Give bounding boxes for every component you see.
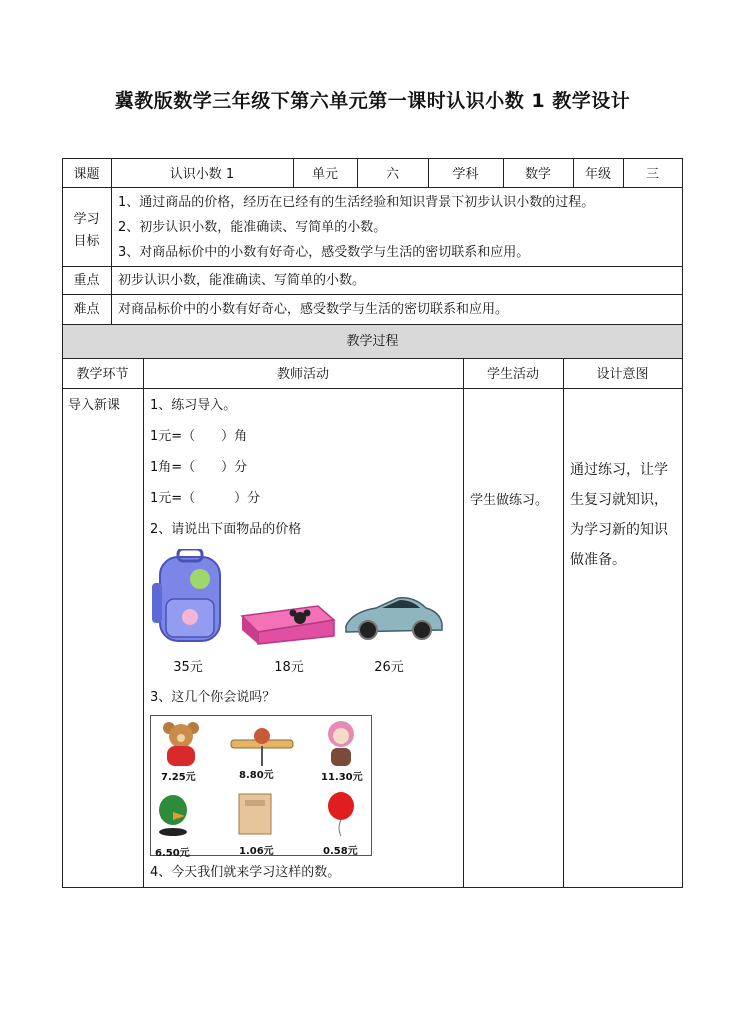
info-value-topic: 认识小数 1 <box>169 167 235 182</box>
info-label-grade: 年级 <box>584 167 611 182</box>
grid-price-bear: 7.25元 <box>161 772 196 783</box>
key-point-label: 重点 <box>73 273 100 288</box>
kite-icon <box>227 722 297 768</box>
teacher-line-4: 1元=（ ）分 <box>150 491 261 506</box>
price-backpack: 35元 <box>173 660 203 675</box>
doll-icon <box>321 718 361 768</box>
teacher-line-3: 1角=（ ）分 <box>150 460 248 475</box>
notebook-icon <box>237 792 273 836</box>
teacher-line-1: 1、练习导入。 <box>150 398 237 413</box>
info-value-unit: 六 <box>385 167 399 182</box>
student-activity: 学生做练习。 <box>470 493 549 508</box>
col-header-stage: 教学环节 <box>76 367 129 382</box>
bird-toy-icon <box>155 792 191 836</box>
goal-item-1: 1、通过商品的价格，经历在已经有的生活经验和知识背景下初步认识小数的过程。 <box>118 195 595 210</box>
goals-label-line1: 学习 <box>73 212 100 227</box>
grid-price-kite: 8.80元 <box>239 770 274 781</box>
key-point-text: 初步认识小数，能准确读、写简单的小数。 <box>118 273 366 288</box>
grid-price-doll: 11.30元 <box>321 772 363 783</box>
teacher-line-7: 4、今天我们就来学习这样的数。 <box>150 865 341 880</box>
goals-label-line2: 目标 <box>73 234 100 249</box>
teddy-bear-icon <box>159 720 205 770</box>
info-label-subject: 学科 <box>452 167 479 182</box>
pencil-box-image <box>238 602 336 646</box>
teacher-line-5: 2、请说出下面物品的价格 <box>150 522 302 537</box>
teacher-line-2: 1元=（ ）角 <box>150 429 248 444</box>
intent-line-4: 做准备。 <box>570 552 626 568</box>
info-value-subject: 数学 <box>524 167 551 182</box>
intent-line-1: 通过练习，让学 <box>570 462 668 478</box>
col-header-intent: 设计意图 <box>596 367 649 382</box>
balloon-icon <box>325 790 357 836</box>
page-title: 冀教版数学三年级下第六单元第一课时认识小数 1 教学设计 <box>114 90 631 112</box>
col-header-teacher: 教师活动 <box>276 367 329 382</box>
intent-line-2: 生复习就知识， <box>570 492 668 508</box>
col-header-student: 学生活动 <box>486 367 539 382</box>
info-label-unit: 单元 <box>311 167 338 182</box>
grid-price-bird: 6.50元 <box>155 848 190 859</box>
intent-line-3: 为学习新的知识 <box>570 522 668 538</box>
grid-price-balloon: 0.58元 <box>323 846 358 857</box>
process-header: 教学过程 <box>346 334 399 349</box>
difficulty-text: 对商品标价中的小数有好奇心，感受数学与生活的密切联系和应用。 <box>118 302 509 317</box>
info-value-grade: 三 <box>645 167 659 182</box>
grid-price-notebook: 1.06元 <box>239 846 274 857</box>
backpack-image <box>150 549 232 645</box>
price-picture-grid <box>150 715 372 859</box>
difficulty-label: 难点 <box>73 302 100 317</box>
price-car: 26元 <box>374 660 404 675</box>
goal-item-3: 3、对商品标价中的小数有好奇心，感受数学与生活的密切联系和应用。 <box>118 245 530 260</box>
teacher-line-6: 3、这几个你会说吗？ <box>150 690 276 705</box>
info-label-topic: 课题 <box>73 167 100 182</box>
car-image <box>342 590 446 644</box>
stage-name: 导入新课 <box>68 398 121 413</box>
goal-item-2: 2、初步认识小数，能准确读、写简单的小数。 <box>118 220 387 235</box>
price-pencil-box: 18元 <box>274 660 304 675</box>
